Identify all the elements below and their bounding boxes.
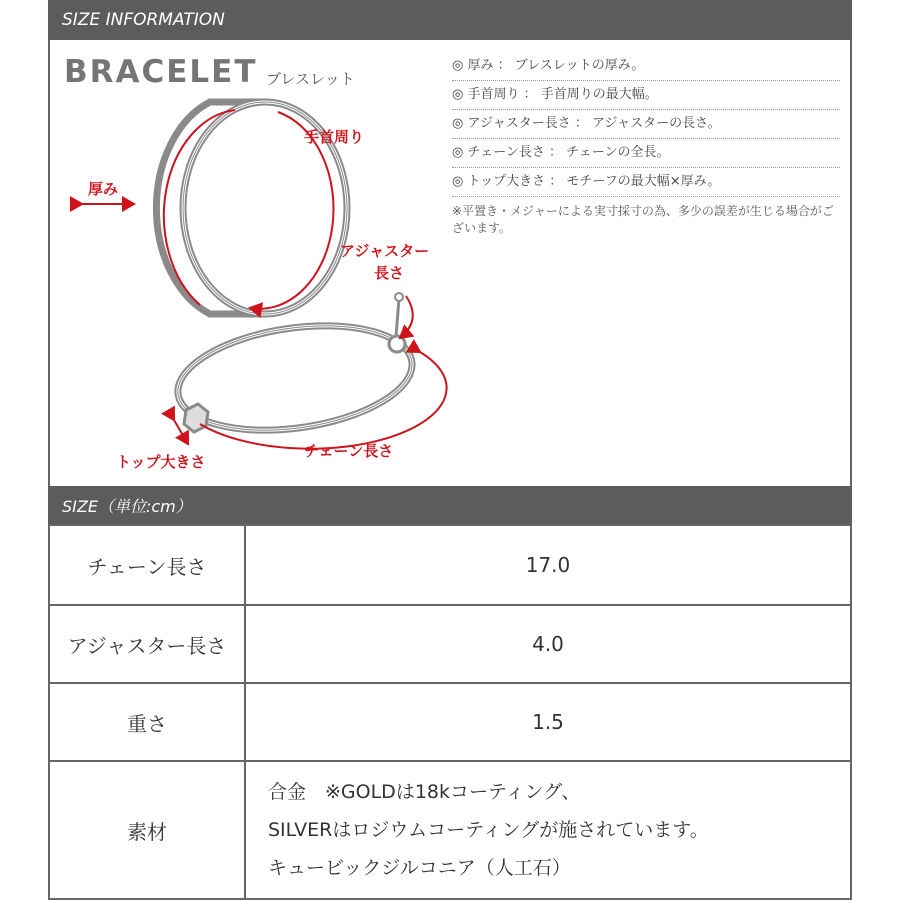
material-value — [245, 761, 851, 899]
row-label: アジャスター長さ — [49, 605, 245, 683]
row-value: 4.0 — [245, 605, 851, 683]
row-label: 重さ — [49, 683, 245, 761]
label-adjuster-line2: 長さ — [374, 264, 405, 282]
table-row — [49, 525, 851, 605]
size-section-title: SIZE（単位:cm） — [62, 496, 192, 516]
note-item: ◎ 手首周り ： 手首周りの最大幅。 — [452, 81, 840, 110]
section-header-size-information — [48, 0, 852, 40]
notes-list — [452, 52, 840, 237]
section-header-size — [48, 486, 852, 524]
table-row — [49, 683, 851, 761]
bracelet-illustration — [48, 40, 852, 486]
size-information-panel — [48, 0, 852, 900]
adjuster-arrow — [400, 296, 413, 338]
row-label: 素材 — [49, 761, 245, 899]
caution-text: ※平置き・メジャーによる実寸採寸の為、多少の誤差が生じる場合がございます。 — [452, 204, 834, 235]
label-thickness: 厚み — [88, 180, 119, 198]
note-item: ◎ トップ大きさ ： モチーフの最大幅×厚み。 — [452, 168, 840, 197]
label-adjuster-line1: アジャスター — [340, 242, 430, 260]
material-line: キュービックジルコニア（人工石） — [268, 857, 571, 879]
row-value: 1.5 — [245, 683, 851, 761]
brand-subtitle: ブレスレット — [266, 70, 355, 88]
label-top-size: トップ大きさ — [116, 453, 206, 471]
label-wrist: 手首周り — [304, 128, 365, 146]
section-title: SIZE INFORMATION — [62, 10, 225, 30]
note-item: ◎ チェーン長さ ： チェーンの全長。 — [452, 139, 840, 168]
note-item: ◎ 厚み ： ブレスレットの厚み。 — [452, 52, 840, 81]
table-row-material — [49, 761, 851, 899]
material-line: SILVERはロジウムコーティングが施されています。 — [268, 819, 709, 841]
label-chain-length: チェーン長さ — [304, 442, 394, 460]
row-value: 17.0 — [245, 525, 851, 605]
row-label: チェーン長さ — [49, 525, 245, 605]
material-line: 合金 ※GOLDは18kコーティング、 — [268, 781, 581, 803]
table-row — [49, 605, 851, 683]
note-item: ◎ アジャスター長さ ： アジャスターの長さ。 — [452, 110, 840, 139]
size-table — [48, 524, 852, 900]
brand-title: BRACELET — [64, 54, 258, 90]
